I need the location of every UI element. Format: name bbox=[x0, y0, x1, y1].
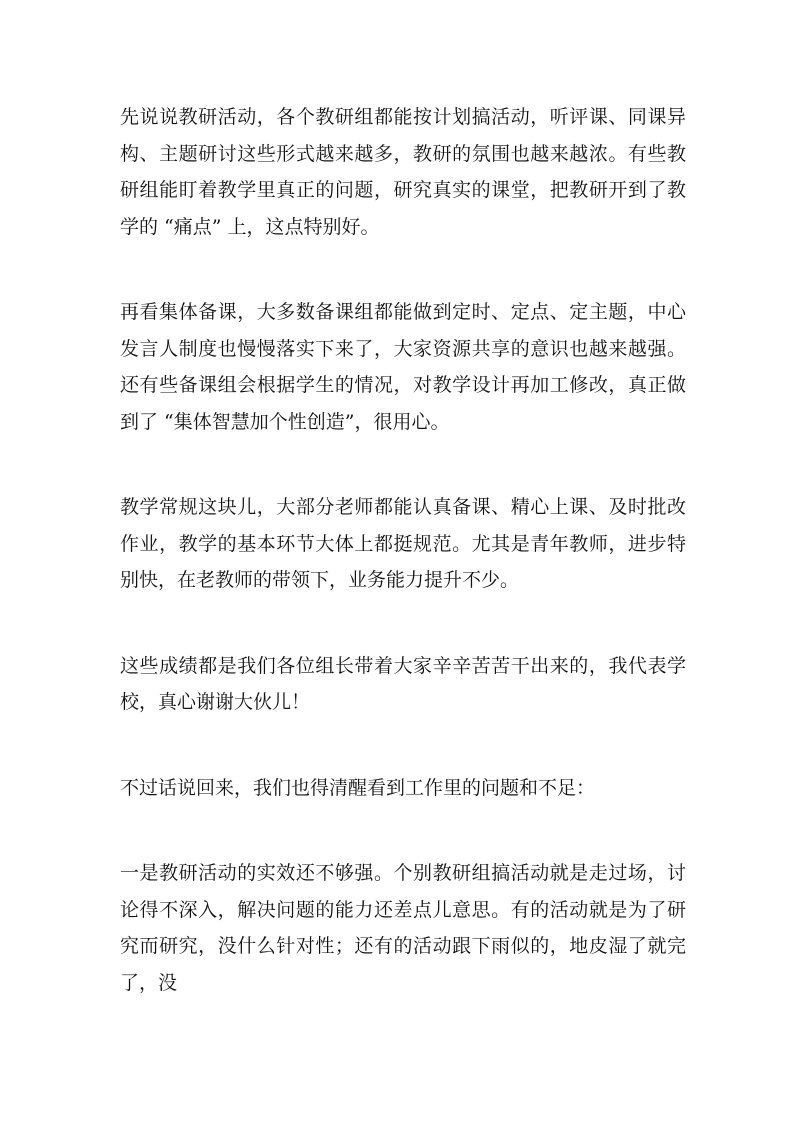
paragraph-problems-intro: 不过话说回来，我们也得清醒看到工作里的问题和不足： bbox=[120, 776, 596, 799]
paragraph-problem-one: 一是教研活动的实效还不够强。个别教研组搞活动就是走过场，讨论得不深入，解决问题的能力还差点儿意思。有的活动就是为了研究而研究，没什么针对性；还有的活动跟下雨似的，地皮湿了就完了，没 bbox=[120, 862, 686, 994]
paragraph-teaching-routine: 教学常规这块儿，大部分老师都能认真备课、精心上课、及时批改作业，教学的基本环节大体上都挺规范。尤其是青年教师，进步特别快，在老教师的带领下，业务能力提升不少。 bbox=[120, 496, 686, 591]
document-body bbox=[120, 99, 686, 1001]
paragraph-thanks: 这些成绩都是我们各位组长带着大家辛辛苦苦干出来的，我代表学校，真心谢谢大伙儿！ bbox=[120, 654, 686, 713]
paragraph-collective-lesson-prep: 再看集体备课，大多数备课组都能做到定时、定点、定主题，中心发言人制度也慢慢落实下来了，大家资源共享的意识也越来越强。还有些备课组会根据学生的情况，对教学设计再加工修改，真正做到了 “集体智慧加个性创造”，很用心。 bbox=[120, 301, 686, 433]
paragraph-teaching-research: 先说说教研活动，各个教研组都能按计划搞活动，听评课、同课异构、主题研讨这些形式越来越多，教研的氛围也越来越浓。有些教研组能盯着教学里真正的问题，研究真实的课堂，把教研开到了教学的 “痛点” 上，这点特别好。 bbox=[120, 106, 686, 238]
